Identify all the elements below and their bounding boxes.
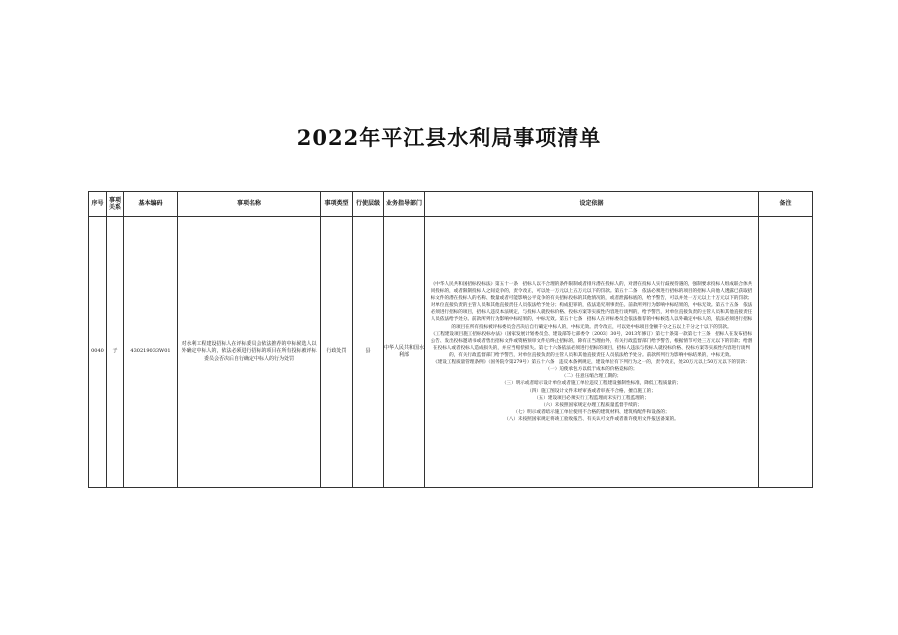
basis-paragraph: 《工程建设项目施工招标投标办法》（国家发展计划委员会、建设部等七部委令〔2003〕30号，2013年修订）第七十条第一款第七十三条 招标人在发布招标公告、发出投标邀请书或者售出招标文件或资格预审文件后终止招标的，除有正当理由外，有关行政监督部门给予警告，根据情节可处三万元以下的罚款；给潜在投标人或者投标人造成损失的，并应当赔偿损失。第七十六条依法必须进行招标的项目，招标人违法与投标人就投标价格、投标方案等实质性内容进行谈判的，有关行政监督部门给予警告，对单位直接负责的主管人员和其他直接责任人员依法给予处分。前款所列行为影响中标结果的，中标无效。: [430, 331, 753, 358]
basis-item: （八）未按照国家规定将竣工验收报告、有关认可文件或者准许使用文件报送备案的。: [504, 416, 679, 422]
basis-item: （六）未按照国家规定办理工程质量监督手续的；: [540, 402, 643, 408]
cell-level: 县: [353, 217, 384, 488]
basis-item: （五）建设项目必须实行工程监理而未实行工程监理的；: [534, 395, 649, 401]
basis-item: （一）迫使承包方以低于成本的价格竞标的；: [545, 367, 638, 373]
table-row: [89, 217, 813, 488]
cell-relation: 子: [107, 217, 124, 488]
header-level: 行使层级: [353, 192, 384, 217]
cell-remark: [759, 217, 813, 488]
cell-name: 对水利工程建设招标人在评标委员会依法推荐的中标候选人以外确定中标人的，依法必须进行招标的项目在所有投标被评标委员会否决后自行确定中标人的行为处罚: [178, 217, 321, 488]
basis-paragraph: 《建设工程质量管理条例》（国务院令第279号）第五十六条 违反本条例规定，建设单位有下列行为之一的，责令改正，处20万元以上50万元以下的罚款：: [433, 360, 750, 366]
header-name: 事项名称: [178, 192, 321, 217]
header-row: [89, 192, 813, 217]
header-type: 事项类型: [321, 192, 353, 217]
basis-item: （四）施工图设计文件未经审查或者审查不合格，擅自施工的；: [527, 388, 656, 394]
cell-seq: 0040: [89, 217, 107, 488]
cell-type: 行政处罚: [321, 217, 353, 488]
header-seq: 序号: [89, 192, 107, 217]
header-code: 基本编码: [124, 192, 178, 217]
cell-basis: [425, 217, 759, 488]
page-title: 2022年平江县水利局事项清单: [296, 125, 602, 150]
cell-code: 430219033W01: [124, 217, 178, 488]
basis-paragraph: 《中华人民共和国招标投标法》第五十一条 招标人以不合理的条件限制或者排斥潜在投标人的，对潜在投标人实行歧视待遇的，强制要求投标人组成联合体共同投标的，或者限制投标人之间竞争的，责令改正，可以处一万元以上五万元以下的罚款。第五十二条 依法必须进行招标的项目的招标人向他人透露已获取招标文件的潜在投标人的名称、数量或者可能影响公平竞争的有关招标投标的其他情况的，或者泄露标底的，给予警告，可以并处一万元以上十万元以下的罚款；对单位直接负责的主管人员和其他直接责任人员依法给予处分；构成犯罪的，依法追究刑事责任。前款所列行为影响中标结果的，中标无效。第五十五条 依法必须进行招标的项目，招标人违反本法规定，与投标人就投标价格、投标方案等实质性内容进行谈判的，给予警告，对单位直接负责的主管人员和其他直接责任人员依法给予处分。前款所列行为影响中标结果的，中标无效。第五十七条 招标人在评标委员会依法推荐的中标候选人以外确定中标人的，依法必须进行招标的项目在所有投标被评标委员会否决后自行确定中标人的，中标无效。责令改正，可以处中标项目金额千分之五以上千分之十以下的罚款。: [430, 281, 753, 330]
header-remark: 备注: [759, 192, 813, 217]
cell-dept: 中华人民共和国水利部: [384, 217, 425, 488]
basis-item: （七）明示或者暗示施工单位使用不合格的建筑材料、建筑构配件和设备的；: [513, 409, 670, 415]
basis-item: （二）任意压缩合理工期的；: [561, 374, 622, 380]
header-relation: 事项关系: [107, 192, 124, 217]
basis-item: （三）明示或者暗示设计单位或者施工单位违反工程建设强制性标准，降低工程质量的；: [501, 381, 682, 387]
header-dept: 业务指导部门: [384, 192, 425, 217]
header-basis: 设定依据: [425, 192, 759, 217]
items-table: [88, 191, 813, 488]
